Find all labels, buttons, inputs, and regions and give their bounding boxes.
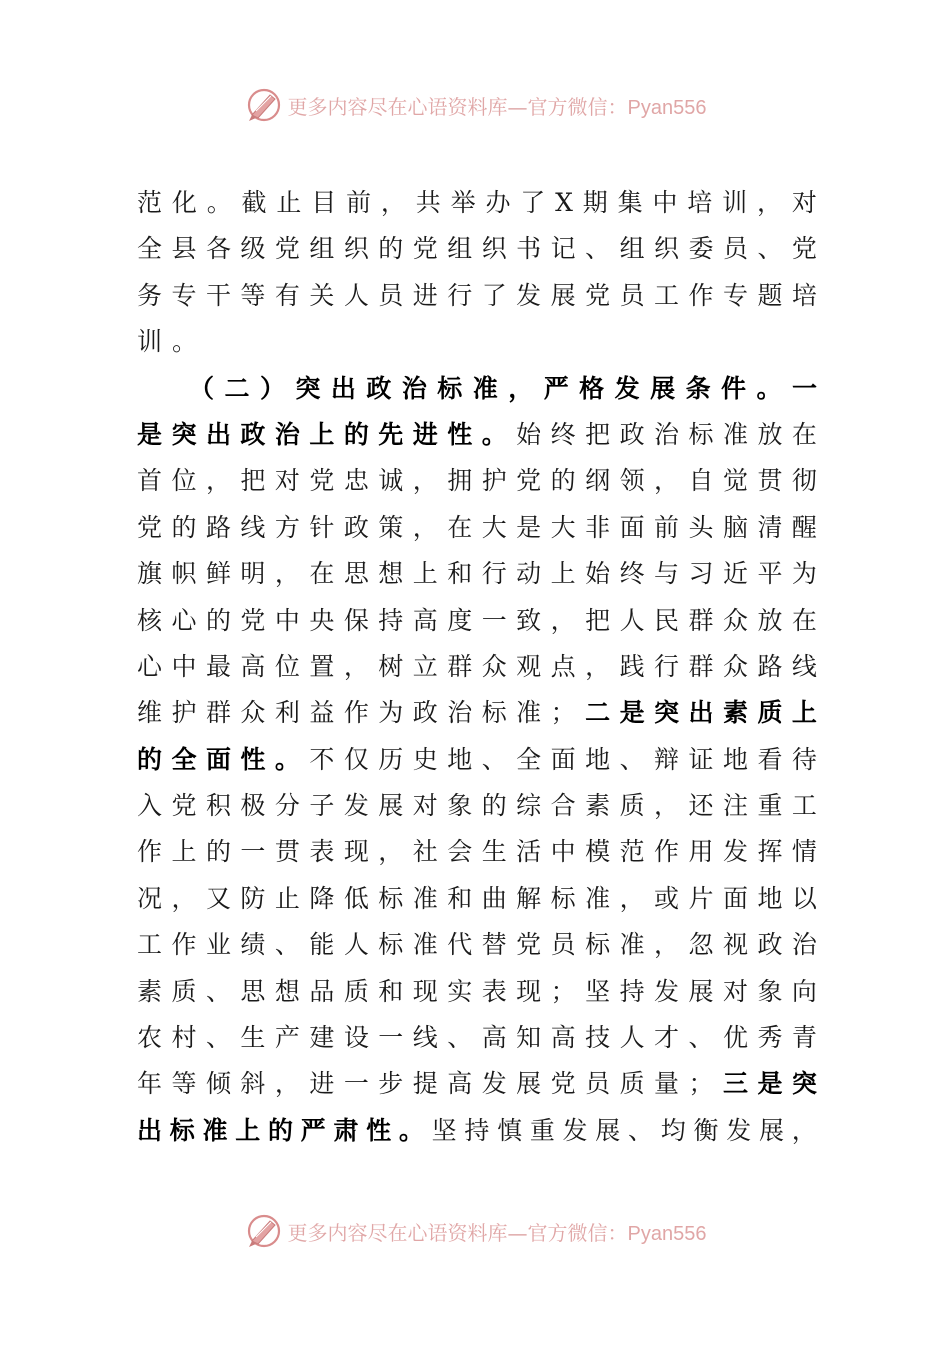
watermark-text	[288, 1217, 707, 1246]
text-line: 出 标 准 上 的 严 肃 性 。 坚 持 慎 重 发 展 、 均 衡 发 展 ，	[137, 1115, 817, 1145]
text-line: （ 二 ） 突 出 政 治 标 准 ， 严 格 发 展 条 件 。 一	[189, 373, 817, 403]
text-line: 训 。	[137, 327, 198, 357]
pen-nib-logo-icon	[244, 1211, 284, 1251]
watermark-contact-id: Pyan556	[627, 1222, 707, 1245]
text-line: 党 的 路 线 方 针 政 策 ， 在 大 是 大 非 面 前 头 脑 清 醒	[137, 512, 817, 542]
text-line: 范 化 。 截 止 目 前 ， 共 举 办 了 X 期 集 中 培 训 ， 对	[137, 188, 817, 217]
text-line: 务 专 干 等 有 关 人 员 进 行 了 发 展 党 员 工 作 专 题 培	[137, 280, 817, 310]
text-line: 况 ， 又 防 止 降 低 标 准 和 曲 解 标 准 ， 或 片 面 地 以	[137, 883, 817, 913]
text-line: 是 突 出 政 治 上 的 先 进 性 。 始 终 把 政 治 标 准 放 在	[137, 419, 817, 449]
text-line: 全 县 各 级 党 组 织 的 党 组 织 书 记 、 组 织 委 员 、 党	[137, 234, 817, 264]
text-line: 素 质 、 思 想 品 质 和 现 实 表 现 ； 坚 持 发 展 对 象 向	[137, 976, 817, 1006]
watermark-contact-label: 官方微信：	[527, 94, 628, 119]
watermark-main-text: 更多内容尽在心语资料库	[287, 1220, 508, 1245]
watermark-separator: —	[507, 1220, 528, 1245]
watermark-contact-label: 官方微信：	[527, 1220, 628, 1245]
watermark-main-text: 更多内容尽在心语资料库	[287, 94, 508, 119]
text-line: 入 党 积 极 分 子 发 展 对 象 的 综 合 素 质 ， 还 注 重 工	[137, 791, 817, 821]
document-body	[137, 180, 817, 1154]
watermark-contact-id: Pyan556	[627, 96, 707, 119]
watermark-separator: —	[507, 94, 528, 119]
text-line: 作 上 的 一 贯 表 现 ， 社 会 生 活 中 模 范 作 用 发 挥 情	[137, 837, 817, 867]
text-line: 农 村 、 生 产 建 设 一 线 、 高 知 高 技 人 才 、 优 秀 青	[137, 1023, 817, 1053]
text-line: 首 位 ， 把 对 党 忠 诚 ， 拥 护 党 的 纲 领 ， 自 觉 贯 彻	[137, 466, 817, 496]
watermark-text	[288, 91, 707, 120]
text-line: 年 等 倾 斜 ， 进 一 步 提 高 发 展 党 员 质 量 ； 三 是 突	[137, 1069, 817, 1099]
watermark-banner-bottom	[0, 1206, 950, 1256]
text-line: 心 中 最 高 位 置 ， 树 立 群 众 观 点 ， 践 行 群 众 路 线	[137, 651, 817, 681]
text-line: 核 心 的 党 中 央 保 持 高 度 一 致 ， 把 人 民 群 众 放 在	[137, 605, 817, 635]
pen-nib-logo-icon	[244, 85, 284, 125]
watermark-banner-top	[0, 80, 950, 130]
text-line: 的 全 面 性 。 不 仅 历 史 地 、 全 面 地 、 辩 证 地 看 待	[137, 744, 817, 774]
text-line: 工 作 业 绩 、 能 人 标 准 代 替 党 员 标 准 ， 忽 视 政 治	[137, 930, 817, 960]
text-line: 维 护 群 众 利 益 作 为 政 治 标 准 ； 二 是 突 出 素 质 上	[137, 698, 817, 728]
text-line: 旗 帜 鲜 明 ， 在 思 想 上 和 行 动 上 始 终 与 习 近 平 为	[137, 559, 817, 589]
